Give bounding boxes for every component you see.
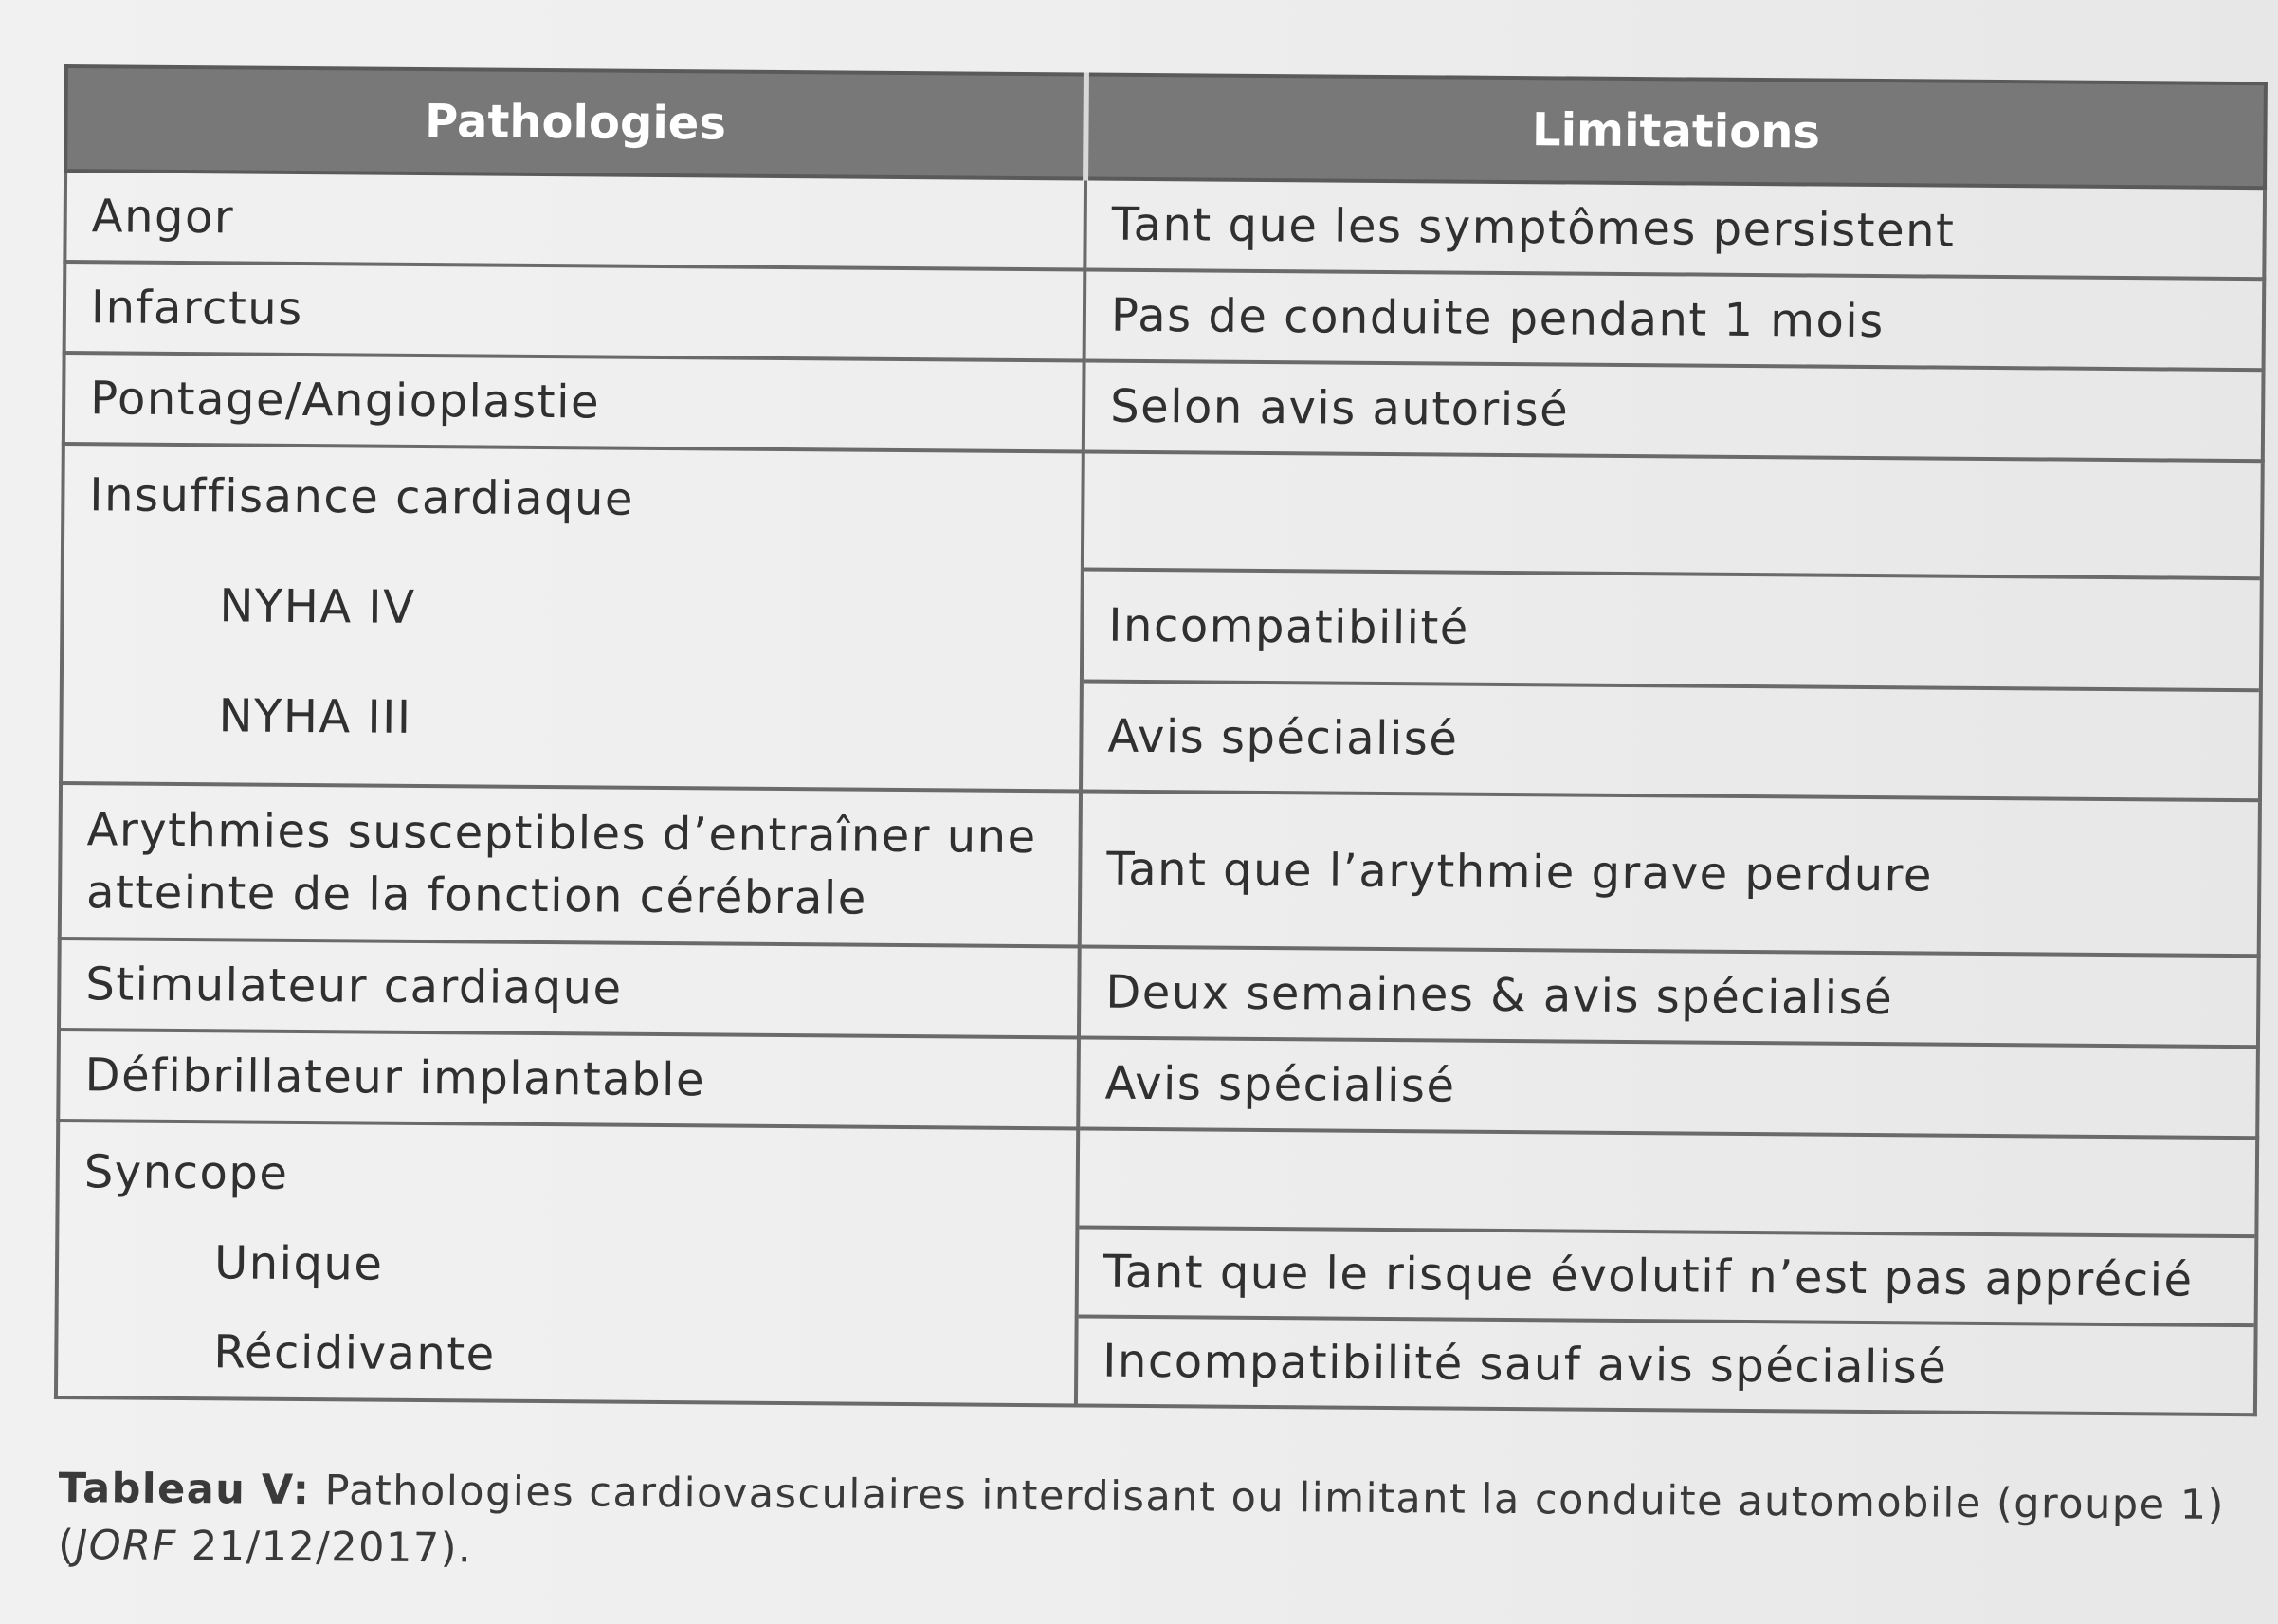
limitation-cell bbox=[1078, 1314, 2254, 1413]
table-row bbox=[58, 1030, 2258, 1138]
pathologie-cell: Infarctus bbox=[64, 262, 1085, 360]
limitation-cell: Avis spécialisé bbox=[1078, 1037, 2258, 1138]
limitation-text: Incompatibilité sauf avis spécialisé bbox=[1103, 1334, 1948, 1395]
table-row bbox=[64, 171, 2265, 279]
pathologie-cell: Pontage/Angioplastie bbox=[64, 353, 1084, 451]
limitation-cell bbox=[1084, 567, 2260, 688]
limitations-table bbox=[54, 64, 2268, 1416]
sub-pathologie-label: Unique bbox=[213, 1236, 384, 1291]
limitation-cell: Selon avis autorisé bbox=[1084, 360, 2264, 461]
pathologie-group-cell bbox=[61, 444, 1084, 791]
pathologie-cell: Défibrillateur implantable bbox=[58, 1030, 1079, 1128]
table-header-row bbox=[65, 66, 2266, 188]
limitation-cell: Tant que les symptômes persistent bbox=[1084, 178, 2265, 279]
pathologie-cell: Stimulateur cardiaque bbox=[59, 939, 1080, 1037]
limitation-cell bbox=[1079, 1225, 2255, 1323]
limitation-group-cell bbox=[1081, 451, 2263, 800]
sub-pathologie-label: NYHA III bbox=[218, 689, 412, 744]
limitation-empty-cell bbox=[1079, 1130, 2255, 1234]
pathologie-line: atteinte de la fonction cérébrale bbox=[85, 866, 867, 925]
caption-text: Pathologies cardiovasculaires interdisant ou limitant la conduite automobile (groupe 1) ( bbox=[58, 1467, 2226, 1570]
header-limitations: Limitations bbox=[1085, 74, 2266, 188]
limitation-text: Incompatibilité bbox=[1108, 598, 1470, 655]
table-row bbox=[59, 939, 2259, 1047]
limitation-text: Tant que le risque évolutif n’est pas apprécié bbox=[1103, 1245, 2194, 1307]
limitation-cell bbox=[1083, 679, 2259, 798]
table-row bbox=[64, 262, 2265, 370]
limitation-group-cell bbox=[1076, 1128, 2257, 1414]
pathologie-group-title: Insuffisance cardiaque bbox=[89, 468, 635, 526]
limitation-cell: Pas de conduite pendant 1 mois bbox=[1084, 269, 2265, 370]
pathologie-group-cell bbox=[56, 1121, 1078, 1405]
caption-label: Tableau V: bbox=[58, 1464, 311, 1515]
table-caption bbox=[58, 1460, 2239, 1591]
table-row bbox=[60, 783, 2260, 956]
table-row bbox=[56, 1121, 2257, 1414]
header-pathologies: Pathologies bbox=[65, 66, 1086, 178]
caption-date: 21/12/2017). bbox=[176, 1522, 473, 1573]
pathologie-group-title: Syncope bbox=[83, 1145, 289, 1200]
pathologie-cell: Angor bbox=[64, 171, 1085, 269]
limitation-empty-cell bbox=[1084, 453, 2261, 576]
table-row bbox=[61, 444, 2263, 800]
limitation-cell: Deux semaines & avis spécialisé bbox=[1079, 946, 2259, 1047]
sub-pathologie-label: Récidivante bbox=[213, 1325, 496, 1381]
pathologie-cell bbox=[60, 783, 1081, 946]
limitation-cell: Tant que l’arythmie grave perdure bbox=[1080, 791, 2260, 956]
table-row bbox=[64, 353, 2264, 461]
pathologie-line: Arythmies susceptibles d’entraîner une bbox=[86, 803, 1037, 865]
limitation-text: Avis spécialisé bbox=[1107, 709, 1459, 766]
caption-source: JORF bbox=[75, 1522, 177, 1570]
sub-pathologie-label: NYHA IV bbox=[219, 579, 416, 634]
